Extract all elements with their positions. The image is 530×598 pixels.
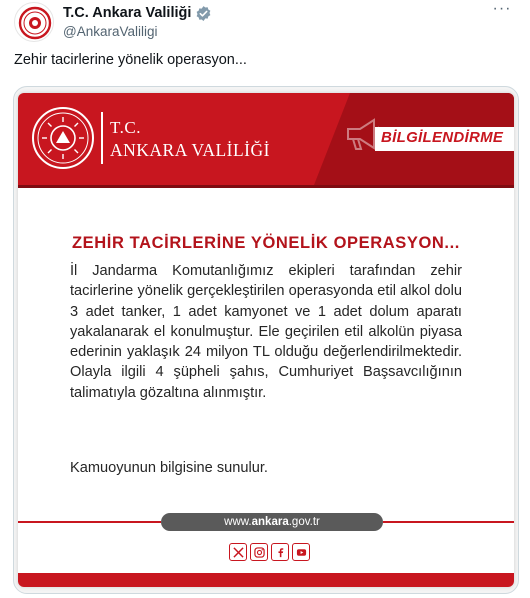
url-prefix: www.	[224, 516, 252, 528]
x-icon	[229, 543, 247, 561]
url-domain: ankara	[251, 516, 289, 528]
org-line1: T.C.	[110, 118, 141, 137]
avatar[interactable]	[14, 2, 54, 42]
url-suffix: .gov.tr	[288, 516, 320, 528]
info-badge-label: BİLGİLENDİRME	[381, 129, 504, 146]
tweet-media[interactable]	[13, 86, 519, 594]
verified-badge-icon	[195, 5, 212, 22]
social-icons	[229, 543, 310, 561]
body-text: İl Jandarma Komutanlığımız ekipleri tarafından zehir tacirlerine yönelik gerçekleştirilen operasyonda etil alkol dolu 3 adet tanker, 1 adet kamyonet ve 1 adet dolum aparatı yakalanarak el konulmuştur. Ele geçirilen etil alkolün piyasa ederinin yaklaşık 24 milyon TL olduğu değerlendirilmektedir. Olayla ilgili 4 şüpheli şahıs, Cumhuriyet Başsavcılığının talimatıyla gözaltına alınmıştır.	[70, 263, 462, 401]
more-horizontal-icon[interactable]: ···	[492, 0, 512, 17]
instagram-icon	[250, 543, 268, 561]
tweet-header	[14, 2, 516, 42]
handle[interactable]: @AnkaraValiligi	[63, 24, 158, 39]
facebook-icon	[271, 543, 289, 561]
ankara-emblem-icon	[15, 3, 54, 42]
banner-divider	[101, 112, 103, 164]
footer-band	[18, 573, 514, 587]
headline: ZEHİR TACİRLERİNE YÖNELİK OPERASYON...	[72, 234, 460, 252]
announcement-card	[18, 93, 514, 587]
closing-text: Kamuoyunun bilgisine sunulur.	[70, 460, 268, 476]
banner-bottom-stripe	[18, 185, 514, 188]
display-name[interactable]: T.C. Ankara Valiliği	[63, 5, 192, 21]
youtube-icon	[292, 543, 310, 561]
footer-line-right	[383, 521, 514, 523]
footer-line-left	[18, 521, 161, 523]
tweet-text: Zehir tacirlerine yönelik operasyon...	[14, 52, 247, 68]
org-line2: ANKARA VALİLİĞİ	[110, 140, 270, 160]
website-url	[161, 513, 383, 531]
ankara-emblem-icon	[30, 105, 96, 171]
